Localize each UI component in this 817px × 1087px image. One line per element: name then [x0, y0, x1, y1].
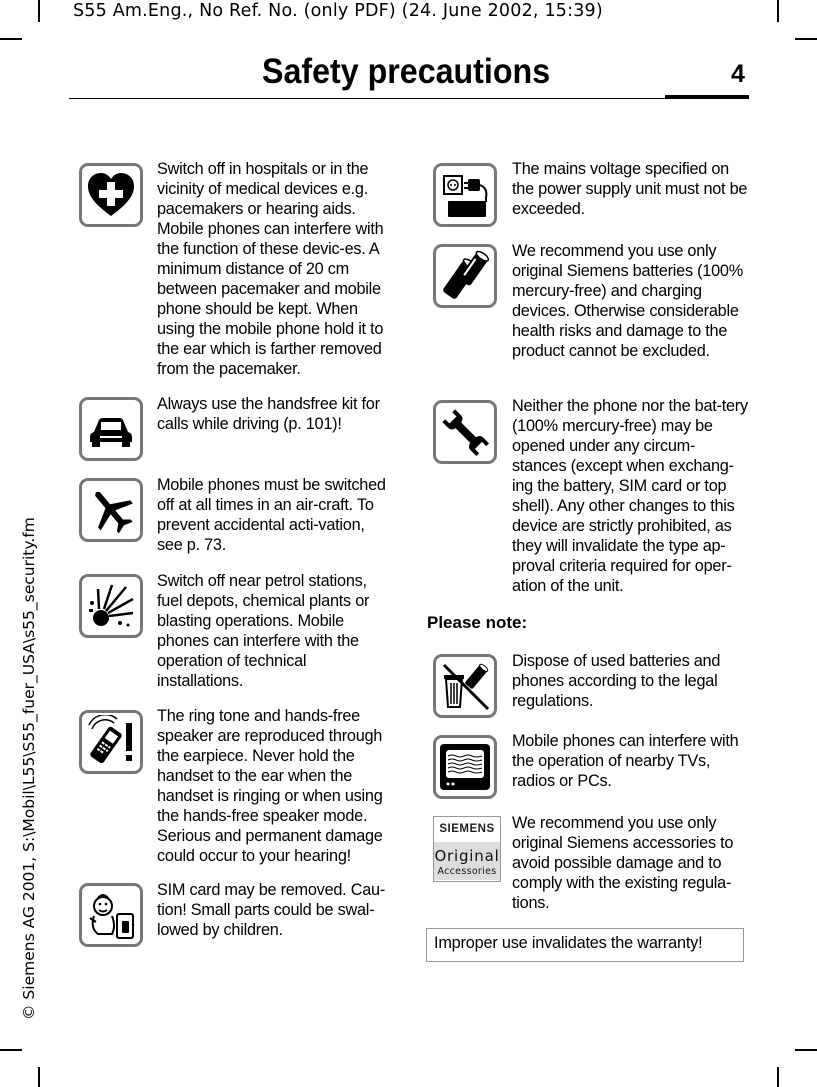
running-head: S55 Am.Eng., No Ref. No. (only PDF) (24. June 2002, 15:39)	[73, 1, 603, 21]
siemens-original-accessories-logo: SIEMENS Original Accessories	[433, 816, 501, 882]
safety-text: Always use the handsfree kit for calls while driving (p. 101)!	[157, 395, 380, 433]
warranty-note-box: Improper use invalidates the warranty!	[426, 928, 744, 962]
safety-text: The ring tone and hands-free speaker are reproduced through the earpiece. Never hold the handset to the ear when the handset is ringing or when using the hands-free speaker mode. Serious and permanent damage could occur to your hearing!	[157, 707, 383, 865]
safety-text: Neither the phone nor the bat-tery (100% mercury-free) may be opened under any circum-stances (except when exchang-ing the battery, SIM card or top shell). Any other changes to this device are strictly prohibited, as they will invalidate the type ap-proval criteria required for oper-ation of the unit.	[512, 397, 748, 595]
batteries-icon	[433, 244, 497, 308]
header-rule	[69, 98, 749, 99]
airplane-icon	[79, 478, 143, 542]
crop-mark	[795, 1049, 817, 1051]
safety-text: We recommend you use only original Siemens batteries (100% mercury-free) and charging devices. Otherwise considerable health risks and damage to the product cannot be excluded.	[512, 242, 743, 360]
note-text: Mobile phones can interfere with the operation of nearby TVs, radios or PCs.	[512, 732, 739, 790]
medical-cross-heart-icon	[79, 163, 143, 227]
note-text: We recommend you use only original Siemens accessories to avoid possible damage and to comply with the existing regula-tions.	[512, 814, 734, 912]
crop-mark	[0, 38, 22, 40]
car-icon	[79, 397, 143, 461]
crossed-bin-battery-icon	[433, 654, 497, 718]
tv-interference-icon	[433, 735, 497, 799]
header-rule-accent	[665, 95, 749, 99]
child-sim-card-icon	[79, 883, 143, 947]
crop-mark	[777, 1067, 779, 1087]
power-supply-icon	[433, 163, 497, 227]
safety-text: SIM card may be removed. Cau-tion! Small parts could be swal-lowed by children.	[157, 881, 386, 939]
safety-text: Switch off in hospitals or in the vicinity of medical devices e.g. pacemakers or hearing aids. Mobile phones can interfere with the function of these devic-es. A minimum distance of 20 cm between pacemaker and mobile phone should be kept. When using the mobile phone hold it to the ear which is farther removed from the pacemaker.	[157, 160, 384, 378]
crop-mark	[777, 0, 779, 22]
safety-text: Switch off near petrol stations, fuel depots, chemical plants or blasting operations. Mobile phones can interfere with the operation of technical installations.	[157, 572, 370, 690]
explosion-icon	[79, 574, 143, 638]
wrench-icon	[433, 400, 497, 464]
crop-mark	[38, 1067, 40, 1087]
note-text: Dispose of used batteries and phones according to the legal regulations.	[512, 652, 721, 710]
copyright-sidebar: © Siemens AG 2001, S:\Mobil\L55\S55_fuer_USA\s55_security.fm	[20, 517, 38, 1020]
page-number: 4	[731, 60, 745, 88]
safety-text: The mains voltage specified on the power supply unit must not be exceeded.	[512, 160, 748, 218]
safety-text: Mobile phones must be switched off at all times in an air-craft. To prevent accidental acti-vation, see p. 73.	[157, 476, 386, 554]
page-title: Safety precautions	[262, 52, 551, 91]
ringing-phone-warning-icon	[79, 710, 143, 774]
crop-mark	[38, 0, 40, 22]
crop-mark	[795, 38, 817, 40]
please-note-heading: Please note:	[427, 613, 528, 632]
crop-mark	[0, 1049, 22, 1051]
